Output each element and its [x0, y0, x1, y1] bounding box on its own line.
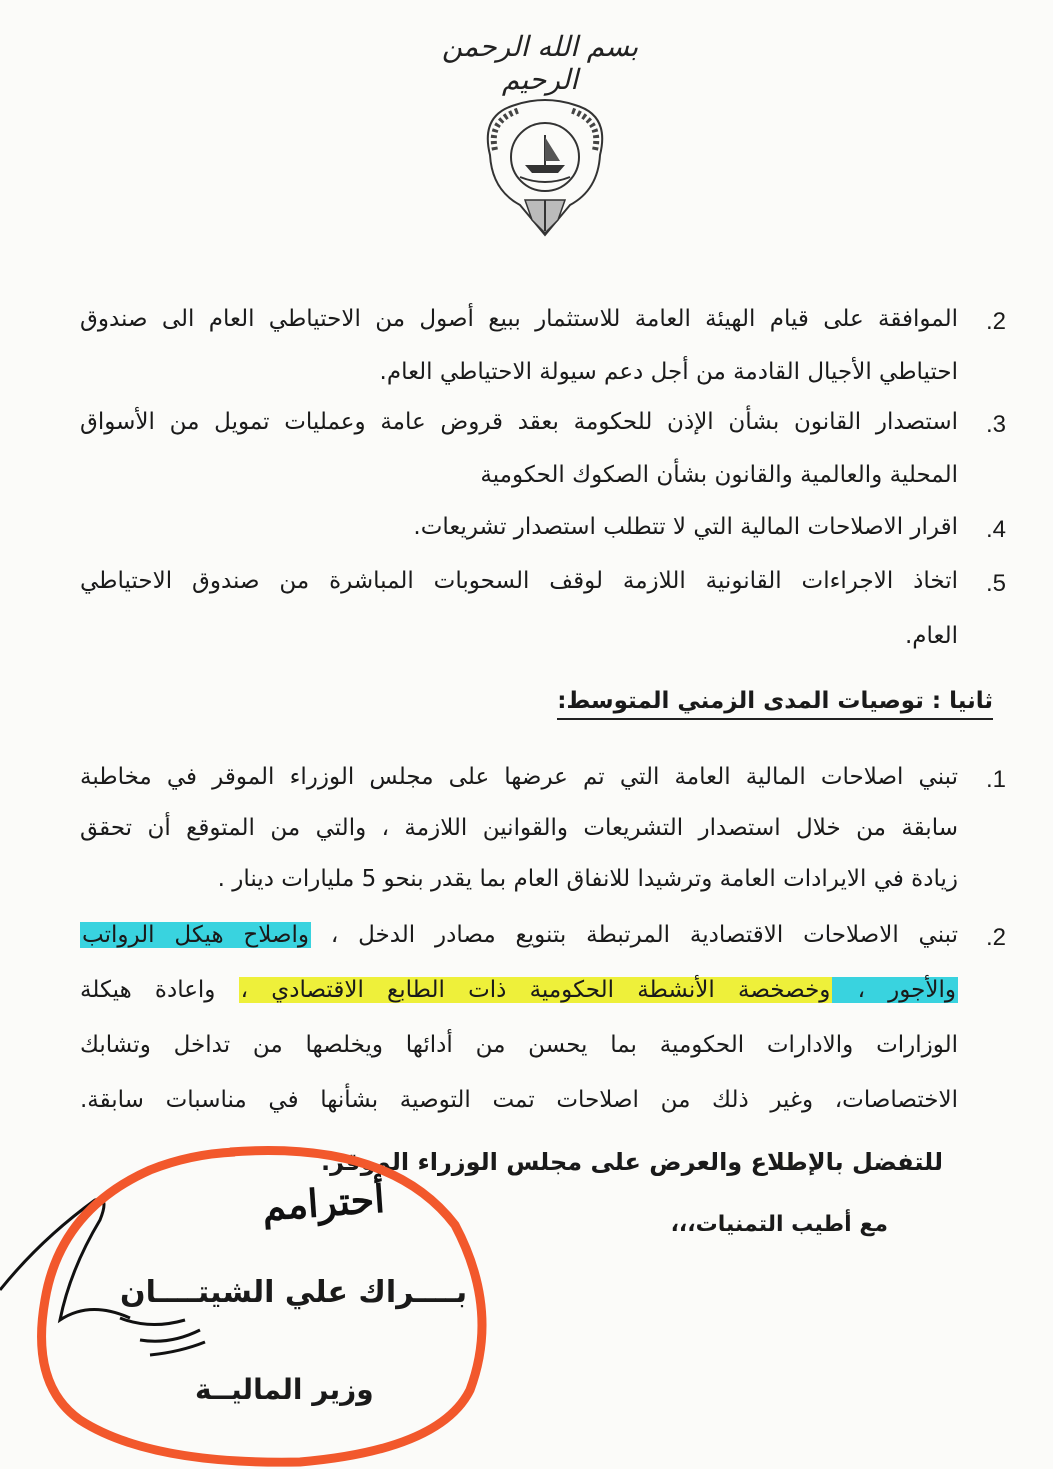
item-number: .2 [985, 308, 1006, 335]
basmala-calligraphy: بسم الله الرحمن الرحيم [441, 30, 639, 96]
line-text: تبني الاصلاحات الاقتصادية المرتبطة بتنويع مصادر الدخل ، [311, 922, 958, 948]
item-line: الموافقة على قيام الهيئة العامة للاستثمار ببيع أصول من الاحتياطي العام الى صندوق [80, 306, 958, 332]
item-number: .1 [985, 766, 1006, 793]
cyan-highlight: والأجور ، [834, 977, 956, 1003]
item-line: الوزارات والادارات الحكومية بما يحسن من أدائها ويخلصها من تداخل وتشابك [80, 1032, 958, 1058]
handwritten-circle [42, 1151, 482, 1463]
closing-sentence: للتفضل بالإطلاع والعرض على مجلس الوزراء الموقر. [320, 1148, 943, 1176]
item-number: .3 [985, 411, 1006, 438]
item-line: اتخاذ الاجراءات القانونية اللازمة لوقف السحوبات المباشرة من صندوق الاحتياطي [80, 568, 958, 594]
item-number: .2 [985, 924, 1006, 951]
item-line: سابقة من خلال استصدار التشريعات والقوانين اللازمة ، والتي من المتوقع أن تحقق [80, 815, 958, 841]
item-line: العام. [904, 623, 958, 649]
line-text: واعادة هيكلة [80, 977, 239, 1003]
handwritten-signature-word: أحترامم [260, 1175, 387, 1230]
signer-name: بــــراك علي الشيتــــان [120, 1275, 468, 1310]
item-number: .5 [985, 570, 1006, 597]
item-line: اقرار الاصلاحات المالية التي لا تتطلب استصدار تشريعات. [413, 514, 958, 540]
item-line: تبني اصلاحات المالية العامة التي تم عرضها على مجلس الوزراء الموقر في مخاطبة [80, 764, 958, 790]
item-line: زيادة في الايرادات العامة وترشيدا للانفاق العام بما يقدر بنحو 5 مليارات دينار . [217, 866, 958, 892]
item-number: .4 [985, 516, 1006, 543]
closing-wishes: مع أطيب التمنيات،،، [670, 1212, 888, 1237]
item-line: الاختصاصات، وغير ذلك من اصلاحات تمت التوصية بشأنها في مناسبات سابقة. [80, 1087, 958, 1113]
item-line: استصدار القانون بشأن الإذن للحكومة بعقد قروض عامة وعمليات تمويل من الأسواق [80, 409, 958, 435]
signer-title: وزير الماليــة [195, 1373, 374, 1406]
cyan-highlight: واصلاح هيكل الرواتب [82, 922, 310, 948]
section-heading: ثانيا : توصيات المدى الزمني المتوسط: [557, 688, 993, 720]
yellow-highlight: وخصخصة الأنشطة الحكومية ذات الطابع الاقتصادي ، [240, 977, 831, 1003]
signature-scribble-icon [0, 1199, 205, 1355]
item-line: احتياطي الأجيال القادمة من أجل دعم سيولة الاحتياطي العام. [379, 359, 958, 385]
item-line: المحلية والعالمية والقانون بشأن الصكوك الحكومية [480, 462, 958, 488]
